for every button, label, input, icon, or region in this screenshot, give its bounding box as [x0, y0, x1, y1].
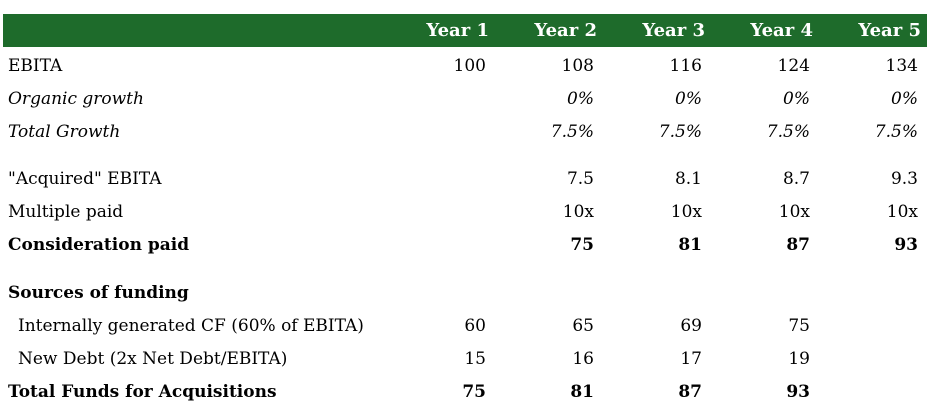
cell-year-3: 7.5%	[658, 122, 702, 142]
header-year-2: Year 2	[534, 20, 597, 41]
cell-year-1: 75	[462, 382, 486, 402]
row-label: "Acquired" EBITA	[8, 169, 162, 189]
row-new-debt	[0, 344, 940, 374]
cell-year-4: 0%	[783, 89, 810, 109]
row-acquired-ebita	[0, 164, 940, 194]
row-sources-of-funding	[0, 278, 940, 308]
cell-year-2: 75	[570, 235, 594, 255]
cell-year-1	[396, 117, 486, 147]
cell-year-5: 7.5%	[874, 122, 918, 142]
cell-year-5: 9.3	[890, 169, 918, 189]
cell-year-1	[396, 84, 486, 114]
cell-year-5	[828, 377, 918, 407]
cell-year-5: 134	[885, 56, 918, 76]
cell-year-3: 87	[678, 382, 702, 402]
cell-year-4: 75	[788, 316, 810, 336]
cell-year-5	[828, 311, 918, 341]
row-organic-growth	[0, 84, 940, 114]
cell-year-2: 108	[561, 56, 594, 76]
cell-year-1: 15	[464, 349, 486, 369]
cell-year-5: 0%	[891, 89, 918, 109]
row-label: Multiple paid	[8, 202, 124, 222]
header-year-1: Year 1	[426, 20, 489, 41]
cell-year-1	[396, 230, 486, 260]
row-consideration-paid	[0, 230, 940, 260]
header-year-4: Year 4	[750, 20, 813, 41]
cell-year-1	[396, 197, 486, 227]
row-label: EBITA	[8, 56, 63, 76]
cell-year-3: 17	[680, 349, 702, 369]
cell-year-5	[828, 344, 918, 374]
row-internal-cf	[0, 311, 940, 341]
row-label: Total Growth	[8, 122, 121, 142]
row-total-growth	[0, 117, 940, 147]
cell-year-4: 87	[786, 235, 810, 255]
cell-year-3: 0%	[675, 89, 702, 109]
cell-year-4: 8.7	[782, 169, 810, 189]
cell-year-3: 10x	[670, 202, 702, 222]
cell-year-4: 124	[777, 56, 810, 76]
cell-year-2: 65	[572, 316, 594, 336]
cell-year-3: 116	[669, 56, 702, 76]
row-total-funds	[0, 377, 940, 407]
cell-year-3: 81	[678, 235, 702, 255]
row-ebita	[0, 51, 940, 81]
row-label: Organic growth	[8, 89, 144, 109]
section-heading: Sources of funding	[8, 283, 189, 303]
cell-year-1: 60	[464, 316, 486, 336]
cell-year-2: 10x	[562, 202, 594, 222]
cell-year-1	[396, 164, 486, 194]
cell-year-2: 7.5%	[550, 122, 594, 142]
cell-year-4: 10x	[778, 202, 810, 222]
cell-year-4: 93	[786, 382, 810, 402]
cell-year-5: 10x	[886, 202, 918, 222]
header-year-5: Year 5	[858, 20, 921, 41]
cell-year-2: 16	[572, 349, 594, 369]
row-label: Total Funds for Acquisitions	[8, 382, 277, 402]
cell-year-3: 69	[680, 316, 702, 336]
cell-year-4: 7.5%	[766, 122, 810, 142]
cell-year-2: 81	[570, 382, 594, 402]
cell-year-1: 100	[453, 56, 486, 76]
cell-year-2: 0%	[567, 89, 594, 109]
row-label: New Debt (2x Net Debt/EBITA)	[18, 349, 288, 369]
header-row	[3, 14, 927, 47]
cell-year-4: 19	[788, 349, 810, 369]
row-label: Consideration paid	[8, 235, 190, 255]
cell-year-2: 7.5	[566, 169, 594, 189]
header-year-3: Year 3	[642, 20, 705, 41]
cell-year-3: 8.1	[674, 169, 702, 189]
cell-year-5: 93	[894, 235, 918, 255]
row-multiple-paid	[0, 197, 940, 227]
row-label: Internally generated CF (60% of EBITA)	[18, 316, 364, 336]
